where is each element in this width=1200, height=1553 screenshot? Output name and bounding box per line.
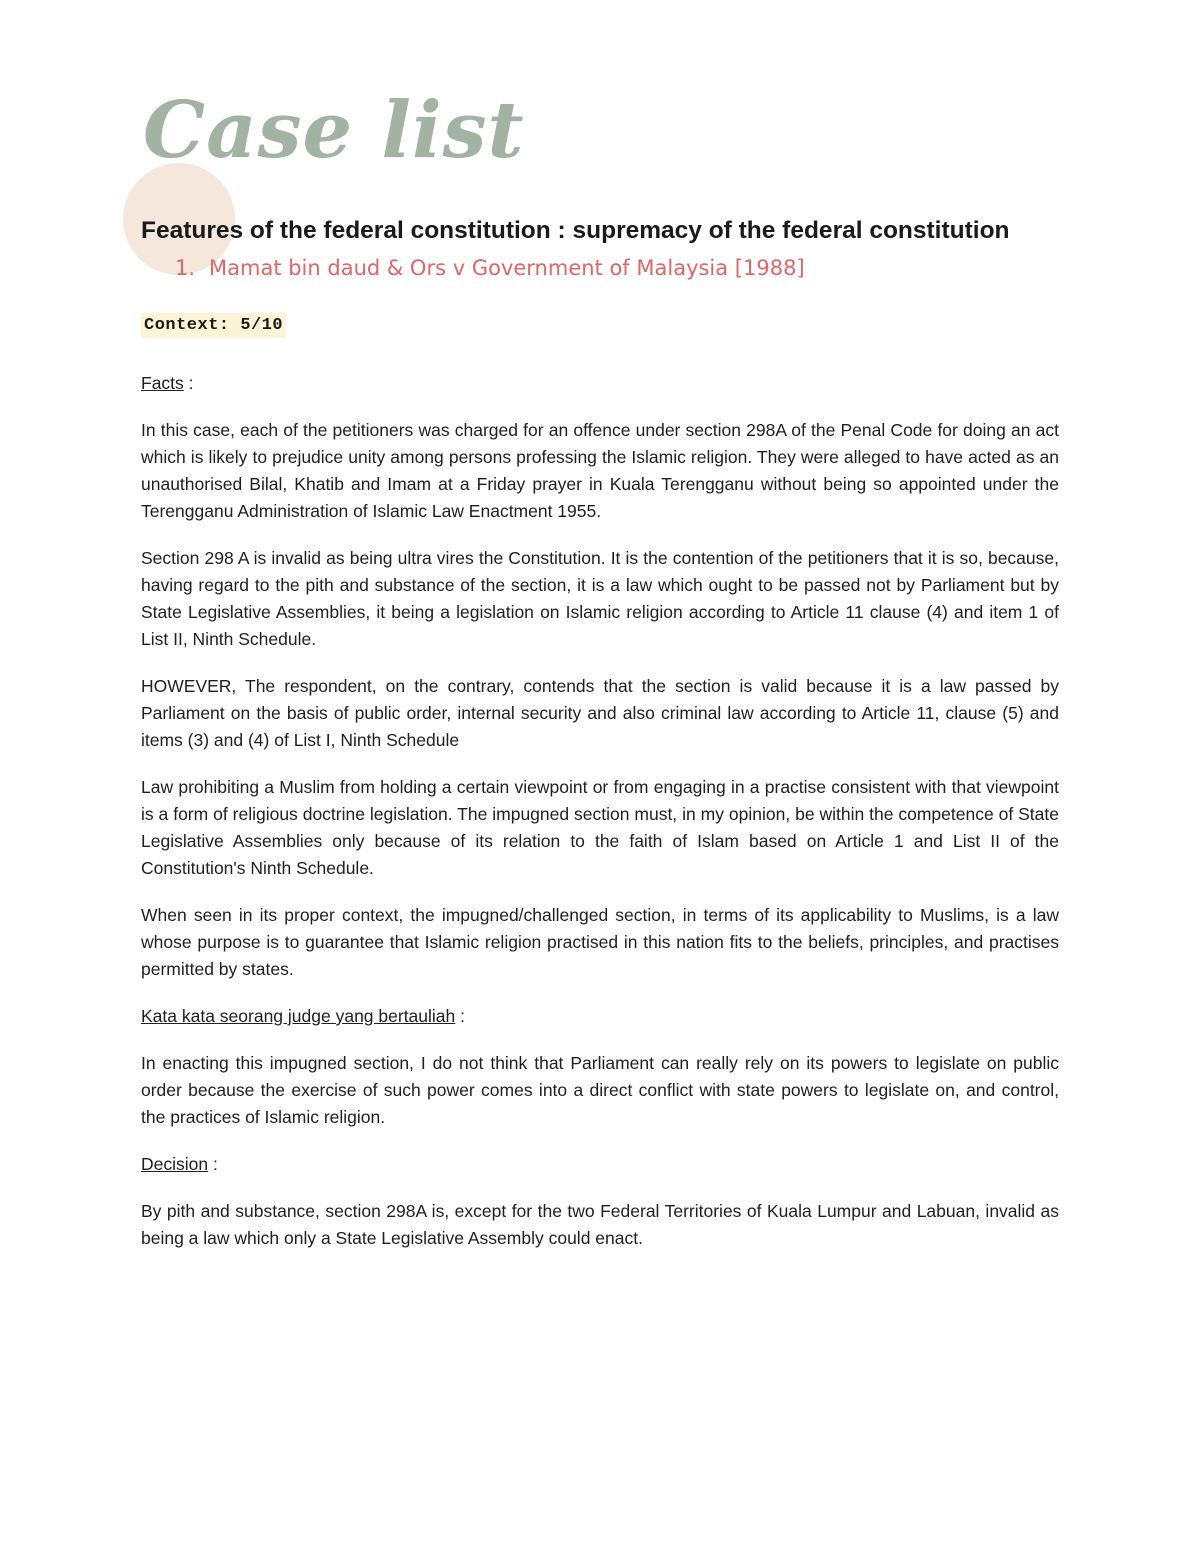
case-number: 1.	[175, 256, 196, 280]
facts-label: Facts :	[141, 373, 194, 393]
facts-paragraph: Law prohibiting a Muslim from holding a certain viewpoint or from engaging in a practise consistent with that viewpoint is a form of religious doctrine legislation. The impugned section must, in my opinion, be within the competence of State Legislative Assemblies only because of its relation to the faith of Islam based on Article 1 and List II of the Constitution's Ninth Schedule.	[141, 777, 1059, 878]
facts-paragraph: When seen in its proper context, the impugned/challenged section, in terms of its applicability to Muslims, is a law whose purpose is to guarantee that Islamic religion practised in this nation fits to the beliefs, principles, and practises permitted by states.	[141, 905, 1059, 979]
case-content	[141, 370, 1059, 1272]
decision-paragraph: By pith and substance, section 298A is, except for the two Federal Territories of Kuala Lumpur and Labuan, invalid as being a law which only a State Legislative Assembly could enact.	[141, 1201, 1059, 1248]
case-name: Mamat bin daud & Ors v Government of Malaysia [1988]	[209, 256, 805, 280]
judge-quote-paragraph: In enacting this impugned section, I do not think that Parliament can really rely on its powers to legislate on public order because the exercise of such power comes into a direct conflict with state powers to legislate on, and control, the practices of Islamic religion.	[141, 1053, 1059, 1127]
facts-paragraph: In this case, each of the petitioners was charged for an offence under section 298A of the Penal Code for doing an act which is likely to prejudice unity among persons professing the Islamic religion. They were alleged to have acted as an unauthorised Bilal, Khatib and Imam at a Friday prayer in Kuala Terengganu without being so appointed under the Terengganu Administration of Islamic Law Enactment 1955.	[141, 420, 1059, 521]
judge-quote-label: Kata kata seorang judge yang bertauliah :	[141, 1006, 465, 1026]
page-title: Case list	[143, 85, 525, 176]
decision-label: Decision :	[141, 1154, 218, 1174]
section-heading: Features of the federal constitution : supremacy of the federal constitution	[141, 217, 1010, 244]
case-list-item	[175, 256, 805, 280]
facts-paragraph: Section 298 A is invalid as being ultra vires the Constitution. It is the contention of the petitioners that it is so, because, having regard to the pith and substance of the section, it is a law which ought to be passed not by Parliament but by State Legislative Assemblies, it being a legislation on Islamic religion according to Article 11 clause (4) and item 1 of List II, Ninth Schedule.	[141, 548, 1059, 649]
context-rating: Context: 5/10	[141, 313, 286, 338]
facts-paragraph: HOWEVER, The respondent, on the contrary, contends that the section is valid because it is a law passed by Parliament on the basis of public order, internal security and also criminal law according to Article 11, clause (5) and items (3) and (4) of List I, Ninth Schedule	[141, 676, 1059, 750]
